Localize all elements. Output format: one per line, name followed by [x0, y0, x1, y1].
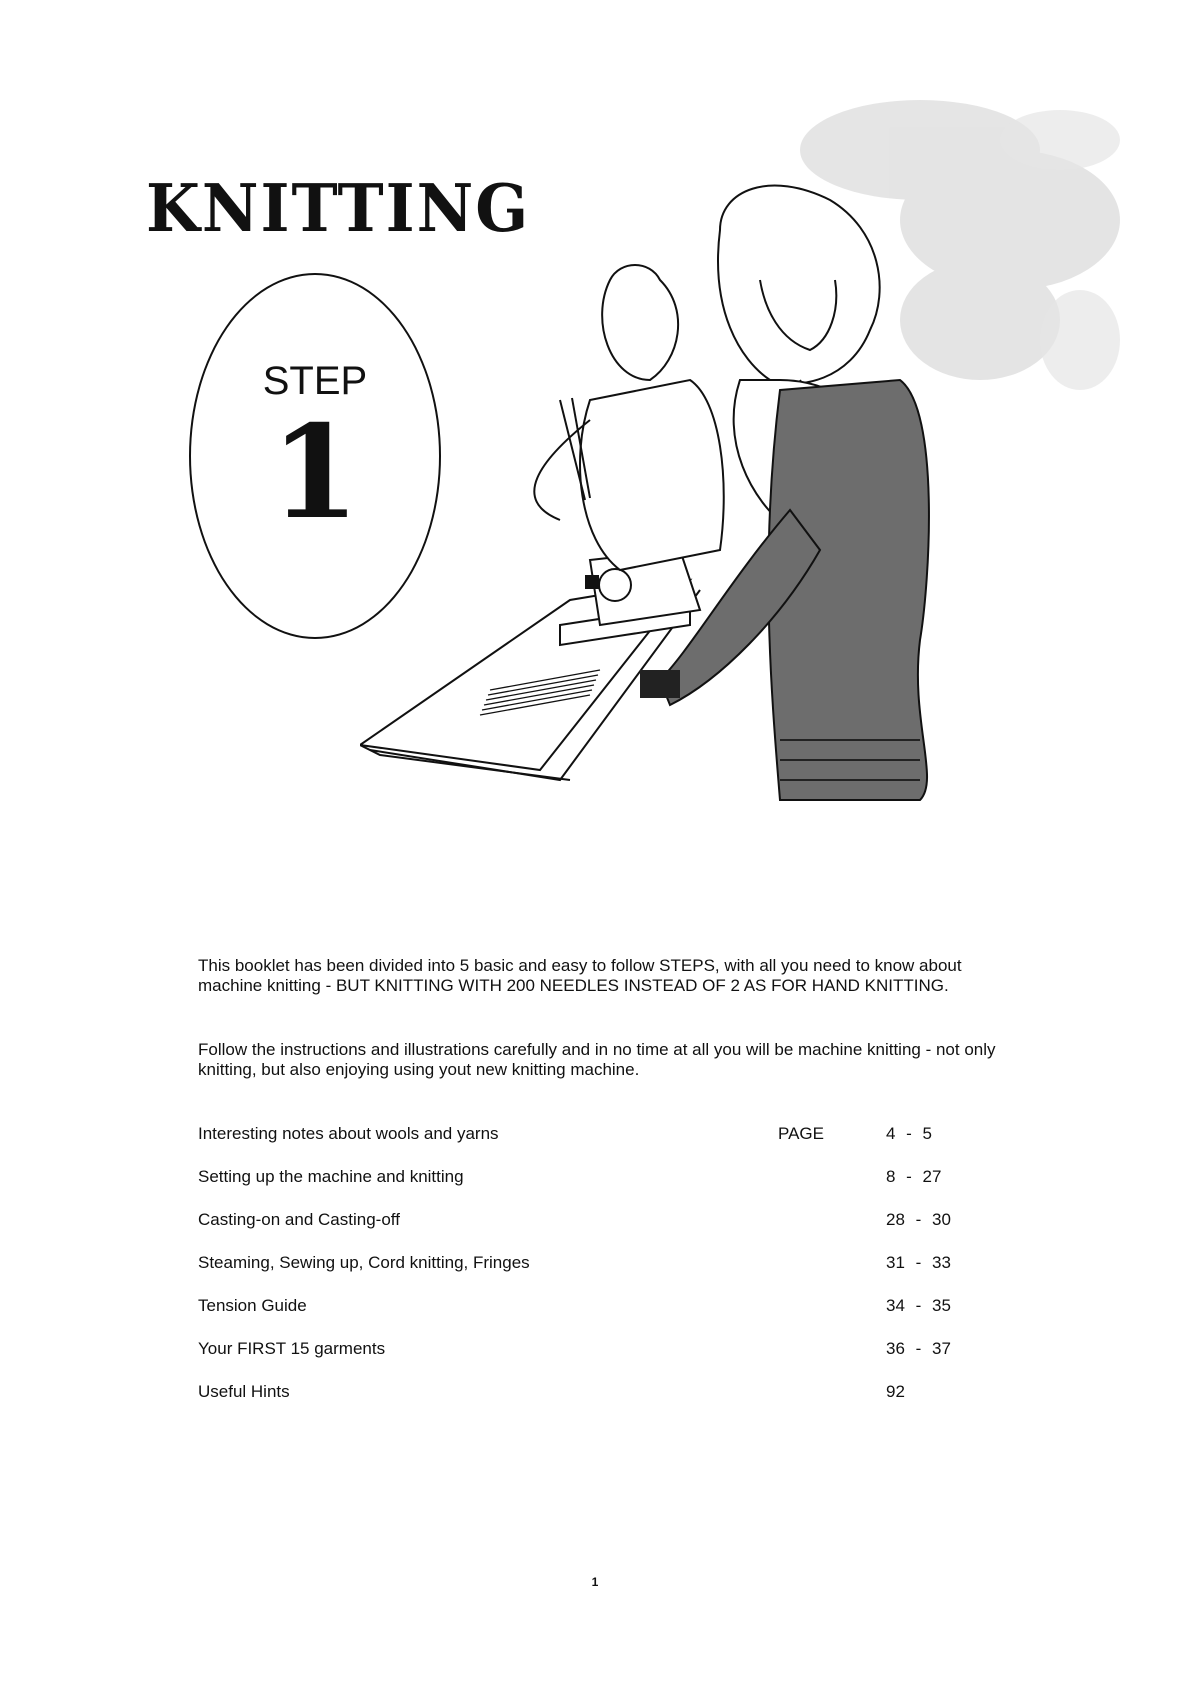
page-title: KNITTING	[146, 170, 531, 247]
contents-row	[198, 1296, 978, 1339]
contents-label: Steaming, Sewing up, Cord knitting, Fringes	[198, 1253, 530, 1272]
intro-paragraph: Follow the instructions and illustrations carefully and in no time at all you will be machine knitting - not only knitting, but also enjoying using yout new knitting machine.	[198, 1040, 996, 1079]
contents-row	[198, 1382, 978, 1425]
intro-paragraph: This booklet has been divided into 5 basic and easy to follow STEPS, with all you need to know about machine knitting - BUT KNITTING WITH 200 NEEDLES INSTEAD OF 2 AS FOR HAND KNITTING.	[198, 956, 962, 995]
contents-label: Useful Hints	[198, 1382, 290, 1401]
contents-label: Tension Guide	[198, 1296, 307, 1315]
contents-pages: 31 - 33	[886, 1253, 951, 1272]
contents-pages: 92	[886, 1382, 905, 1401]
contents-label: Interesting notes about wools and yarns	[198, 1124, 499, 1143]
contents-row	[198, 1339, 978, 1382]
contents-pages: 36 - 37	[886, 1339, 951, 1358]
contents-row	[198, 1253, 978, 1296]
contents-label: Casting-on and Casting-off	[198, 1210, 400, 1229]
women-at-knitting-machine-illustration	[360, 80, 1140, 860]
contents-row	[198, 1124, 978, 1167]
step-label: STEP	[262, 359, 368, 403]
contents-row	[198, 1167, 978, 1210]
contents-list	[198, 1124, 978, 1425]
page-number: 1	[591, 1575, 599, 1589]
contents-row	[198, 1210, 978, 1253]
contents-label: Setting up the machine and knitting	[198, 1167, 464, 1186]
contents-pages: 8 - 27	[886, 1167, 942, 1186]
contents-pages: 28 - 30	[886, 1210, 951, 1229]
contents-pages: 34 - 35	[886, 1296, 951, 1315]
contents-pages: 4 - 5	[886, 1124, 933, 1143]
page-column-header: PAGE	[778, 1124, 824, 1143]
contents-label: Your FIRST 15 garments	[198, 1339, 386, 1358]
step-number: 1	[270, 398, 360, 548]
